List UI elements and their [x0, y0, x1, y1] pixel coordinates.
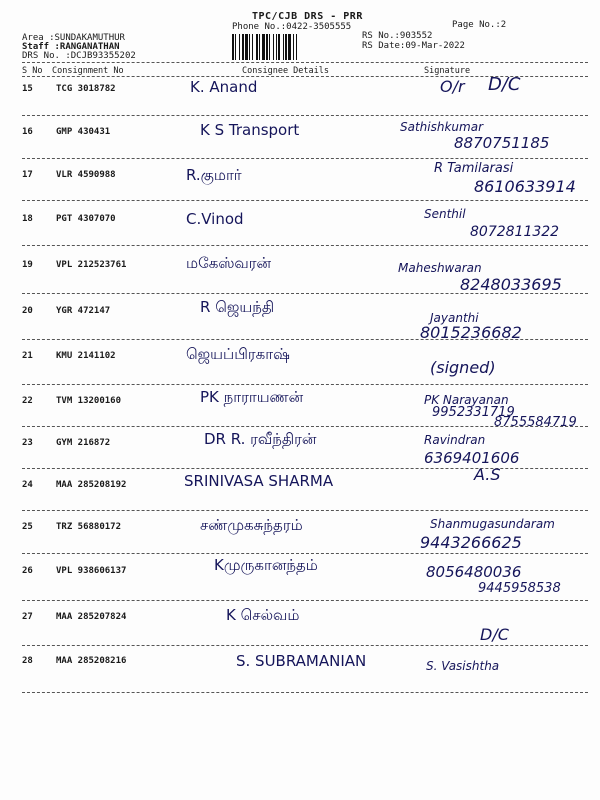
- delivery-row: [0, 207, 600, 260]
- phone-number: Phone No.:0422-3505555: [232, 22, 352, 32]
- row-signature-line: PK Narayanan: [424, 393, 509, 407]
- row-consignee: R ஜெயந்தி: [200, 298, 275, 316]
- row-signature-line: 9443266625: [420, 533, 522, 552]
- row-signature-line: (signed): [430, 358, 496, 377]
- page-number: Page No.:2: [452, 20, 507, 30]
- row-sno: 24: [22, 480, 33, 490]
- row-signature-line: 8870751185: [454, 134, 550, 152]
- col-consignee-header: Consignee Details: [242, 66, 329, 76]
- row-sno: 15: [22, 84, 33, 94]
- row-divider: [22, 553, 588, 554]
- row-consignee: மகேஸ்வரன்: [186, 254, 272, 272]
- row-divider: [22, 245, 588, 246]
- row-signature-line: Sathishkumar: [400, 120, 484, 134]
- row-signature-line: 9952331719: [432, 405, 515, 420]
- row-divider: [22, 468, 588, 469]
- row-divider: [22, 158, 588, 159]
- row-consignment: YGR 472147: [56, 306, 111, 316]
- row-signature-line: Maheshwaran: [398, 261, 482, 275]
- row-consignee: SRINIVASA SHARMA: [184, 472, 334, 490]
- row-divider: [22, 384, 588, 385]
- row-consignee: R.குமார்: [186, 166, 242, 184]
- row-consignment: MAA 285207824: [56, 612, 127, 622]
- row-divider: [22, 645, 588, 646]
- row-signature-line: 8056480036: [426, 563, 522, 581]
- delivery-row: [0, 652, 600, 702]
- row-sno: 16: [22, 127, 33, 137]
- row-divider: [22, 200, 588, 201]
- row-consignment: KMU 2141102: [56, 351, 116, 361]
- staff-field: Staff :RANGANATHAN: [22, 42, 120, 52]
- row-consignment: VLR 4590988: [56, 170, 116, 180]
- row-sno: 18: [22, 214, 33, 224]
- row-signature-line: Senthil: [424, 207, 466, 221]
- header-divider: [22, 62, 588, 63]
- rs-date: RS Date:09-Mar-2022: [362, 41, 465, 51]
- row-divider: [22, 510, 588, 511]
- col-signature-header: Signature: [424, 66, 471, 76]
- row-signature-line: 9445958538: [478, 581, 561, 596]
- delivery-row: [0, 74, 600, 130]
- row-consignment: PGT 4307070: [56, 214, 116, 224]
- row-signature-line: 8610633914: [474, 177, 576, 196]
- area-field: Area :SUNDAKAMUTHUR: [22, 33, 125, 43]
- row-consignment: TCG 3018782: [56, 84, 116, 94]
- row-divider: [22, 293, 588, 294]
- row-sno: 21: [22, 351, 33, 361]
- row-sno: 27: [22, 612, 33, 622]
- col-consignment-header: Consignment No: [52, 66, 124, 76]
- row-signature-line: 8015236682: [420, 323, 522, 342]
- row-signature-line: S. Vasishtha: [426, 659, 500, 673]
- delivery-row: [0, 254, 600, 306]
- row-signature-line: D/C: [480, 625, 509, 644]
- row-consignment: MAA 285208192: [56, 480, 127, 490]
- row-signature-line: 6369401606: [424, 449, 520, 467]
- row-sno: 23: [22, 438, 33, 448]
- row-consignee: K செல்வம்: [226, 606, 300, 624]
- row-consignee: PK நாராயணன்: [200, 388, 304, 406]
- row-consignee: சண்முகசுந்தரம்: [200, 516, 303, 534]
- row-divider: [22, 692, 588, 693]
- drs-number: DRS No. :DCJB93355202: [22, 51, 136, 61]
- row-sno: 28: [22, 656, 33, 666]
- row-consignment: VPL 938606137: [56, 566, 127, 576]
- row-consignee: DR R. ரவீந்திரன்: [204, 430, 317, 448]
- delivery-row: [0, 161, 600, 216]
- row-signature-line: Ravindran: [424, 433, 486, 447]
- row-sno: 22: [22, 396, 33, 406]
- row-consignee: C.Vinod: [186, 210, 244, 228]
- row-signature-line: R Tamilarasi: [434, 161, 514, 176]
- row-consignment: GYM 216872: [56, 438, 111, 448]
- row-signature-line: Shanmugasundaram: [430, 517, 555, 531]
- row-signature-line: D/C: [488, 74, 521, 95]
- row-signature-line: 8248033695: [460, 275, 562, 294]
- row-consignee: K. Anand: [190, 78, 258, 96]
- row-signature-line: A.S: [474, 465, 501, 484]
- row-sno: 26: [22, 566, 33, 576]
- row-consignment: MAA 285208216: [56, 656, 127, 666]
- row-divider: [22, 600, 588, 601]
- barcode-image: [232, 34, 350, 60]
- row-consignment: TVM 13200160: [56, 396, 122, 406]
- row-consignee: K S Transport: [200, 121, 300, 139]
- row-sno: 17: [22, 170, 33, 180]
- row-consignee: ஜெயப்பிரகாஷ்: [186, 345, 290, 363]
- row-sno: 19: [22, 260, 33, 270]
- row-consignee: S. SUBRAMANIAN: [236, 652, 367, 670]
- row-consignee: Kமுருகானந்தம்: [214, 556, 318, 574]
- delivery-row: [0, 556, 600, 612]
- row-signature-line: Jayanthi: [430, 311, 479, 325]
- row-signature-line: 8755584719: [494, 415, 577, 430]
- row-consignment: GMP 430431: [56, 127, 111, 137]
- rs-number: RS No.:903552: [362, 31, 433, 41]
- row-sno: 25: [22, 522, 33, 532]
- row-divider: [22, 426, 588, 427]
- col-sno-header: S No: [22, 66, 43, 76]
- row-divider: [22, 115, 588, 116]
- row-consignment: VPL 212523761: [56, 260, 127, 270]
- row-consignment: TRZ 56880172: [56, 522, 122, 532]
- report-title: TPC/CJB DRS - PRR: [252, 11, 363, 22]
- row-signature-line: O/r: [440, 77, 465, 96]
- row-signature-line: 8072811322: [470, 224, 560, 240]
- row-divider: [22, 339, 588, 340]
- row-sno: 20: [22, 306, 33, 316]
- delivery-row: [0, 298, 600, 352]
